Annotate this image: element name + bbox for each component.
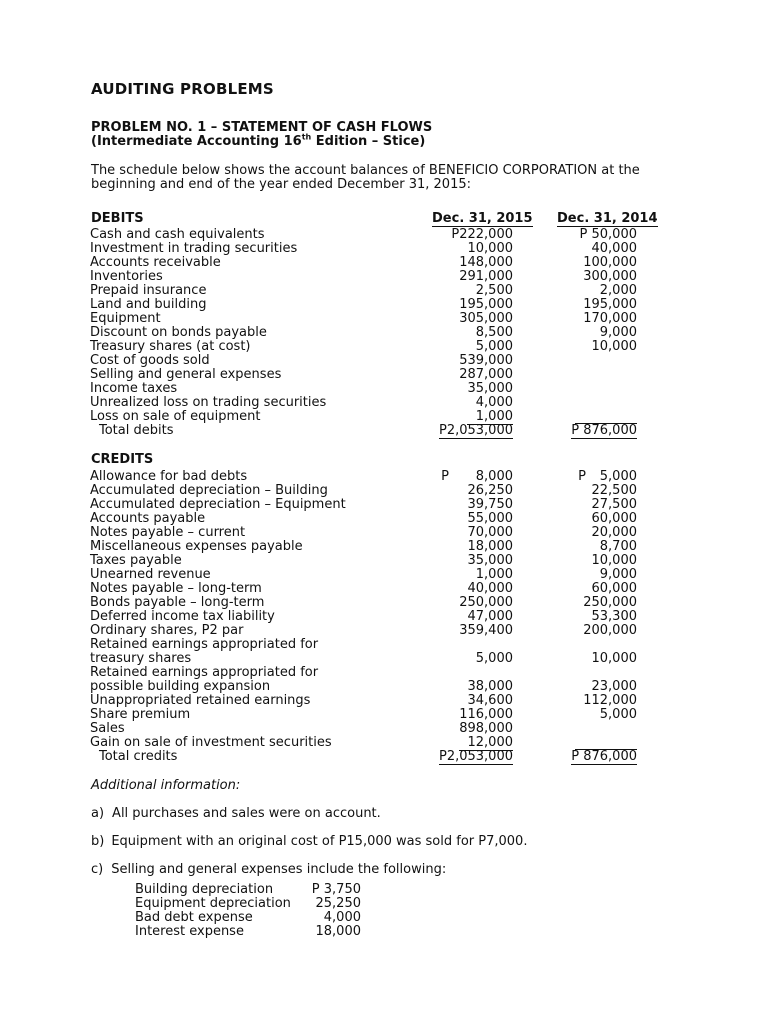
underline-blank xyxy=(575,410,637,424)
total-row: Total debits P2,053,000 P 876,000 xyxy=(99,423,637,438)
table-row: Notes payable – current 70,000 20,000 xyxy=(90,525,637,540)
table-row: Accumulated depreciation – Equipment 39,750 27,500 xyxy=(90,497,637,512)
table-row: Income taxes 35,000 xyxy=(90,381,513,396)
table-row: Gain on sale of investment securities 12,000 xyxy=(0,736,768,750)
table-row: possible building expansion 38,000 23,000 xyxy=(90,679,637,694)
table-row: Accounts payable 55,000 60,000 xyxy=(90,511,637,526)
table-row: Accumulated depreciation – Building 26,250 22,500 xyxy=(90,483,637,498)
page-title: AUDITING PROBLEMS xyxy=(91,80,274,98)
table-row: Selling and general expenses 287,000 xyxy=(90,367,513,382)
column-header-2015: Dec. 31, 2015 xyxy=(432,211,533,226)
table-row: Loss on sale of equipment 1,000 xyxy=(0,410,768,424)
table-row: Deferred income tax liability 47,000 53,300 xyxy=(90,609,637,624)
table-row: Retained earnings appropriated for xyxy=(90,665,319,680)
intro-line-1: The schedule below shows the account balances of BENEFICIO CORPORATION at the xyxy=(91,163,640,178)
table-row: treasury shares 5,000 10,000 xyxy=(90,651,637,666)
total-row: Total credits P2,053,000 P 876,000 xyxy=(99,749,637,764)
table-row: Bonds payable – long-term 250,000 250,000 xyxy=(90,595,637,610)
table-row: Investment in trading securities 10,000 40,000 xyxy=(90,241,637,256)
list-item: a) All purchases and sales were on account. xyxy=(91,806,381,821)
problem-heading: PROBLEM NO. 1 – STATEMENT OF CASH FLOWS xyxy=(91,120,433,135)
expense-breakdown xyxy=(0,883,768,939)
credits-table xyxy=(0,470,768,764)
column-header-2014: Dec. 31, 2014 xyxy=(557,211,658,226)
table-row: Ordinary shares, P2 par 359,400 200,000 xyxy=(90,623,637,638)
table-row: Miscellaneous expenses payable 18,000 8,700 xyxy=(90,539,637,554)
table-row: Unappropriated retained earnings 34,600 112,000 xyxy=(90,693,637,708)
table-row: Discount on bonds payable 8,500 9,000 xyxy=(90,325,637,340)
table-row: Share premium 116,000 5,000 xyxy=(90,707,637,722)
table-row: Taxes payable 35,000 10,000 xyxy=(90,553,637,568)
intro-line-2: beginning and end of the year ended December 31, 2015: xyxy=(91,177,471,192)
table-row: Unearned revenue 1,000 9,000 xyxy=(90,567,637,582)
underline-blank xyxy=(575,736,637,750)
table-row: Cost of goods sold 539,000 xyxy=(90,353,513,368)
table-row: Equipment 305,000 170,000 xyxy=(90,311,637,326)
table-row: Notes payable – long-term 40,000 60,000 xyxy=(90,581,637,596)
list-item: Interest expense 18,000 xyxy=(135,924,361,939)
table-row: Accounts receivable 148,000 100,000 xyxy=(90,255,637,270)
table-row: Inventories 291,000 300,000 xyxy=(90,269,637,284)
list-item: Building depreciation P 3,750 xyxy=(135,882,361,897)
table-row: Land and building 195,000 195,000 xyxy=(90,297,637,312)
table-row: Treasury shares (at cost) 5,000 10,000 xyxy=(90,339,637,354)
credits-heading: CREDITS xyxy=(91,452,154,467)
debits-heading: DEBITS xyxy=(91,211,144,226)
additional-info-heading: Additional information: xyxy=(91,778,241,793)
table-row: Prepaid insurance 2,500 2,000 xyxy=(90,283,637,298)
table-row: Allowance for bad debts P 8,000 P 5,000 xyxy=(90,469,637,484)
problem-subheading: (Intermediate Accounting 16th Edition – Stice) xyxy=(91,132,426,149)
list-item: c) Selling and general expenses include the following: xyxy=(91,862,447,877)
list-item: b) Equipment with an original cost of P15,000 was sold for P7,000. xyxy=(91,834,528,849)
table-row: Cash and cash equivalents P222,000 P 50,000 xyxy=(90,227,637,242)
debits-table xyxy=(0,228,768,438)
list-item: Equipment depreciation 25,250 xyxy=(135,896,361,911)
table-row: Retained earnings appropriated for xyxy=(90,637,319,652)
table-row: Sales 898,000 xyxy=(90,721,513,736)
list-item: Bad debt expense 4,000 xyxy=(135,910,361,925)
table-row: Unrealized loss on trading securities 4,000 xyxy=(90,395,513,410)
